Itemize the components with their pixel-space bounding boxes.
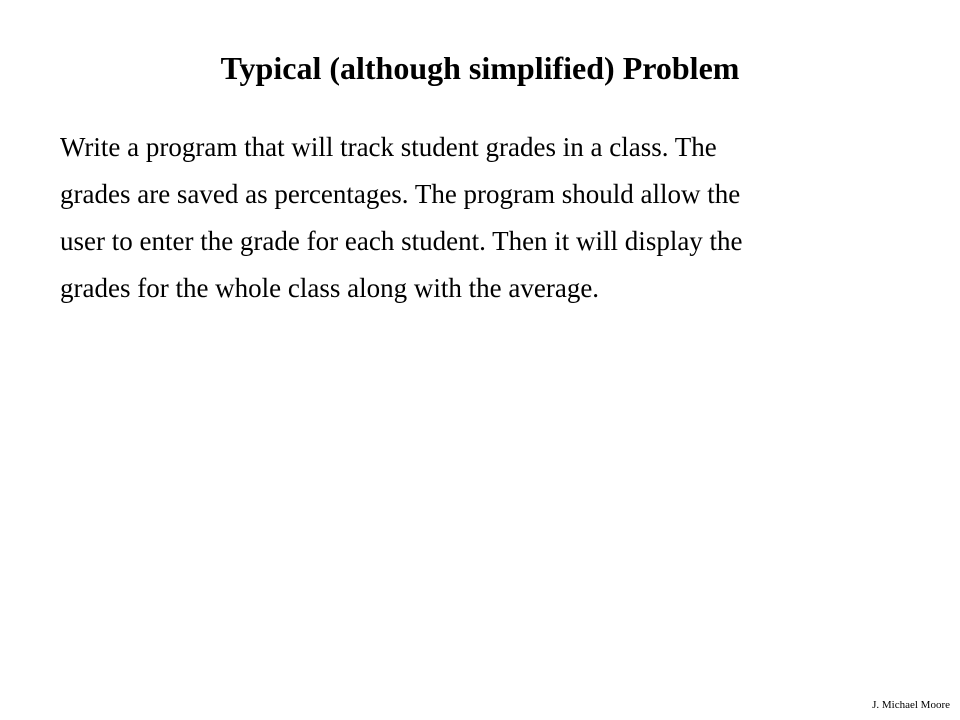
body-line: grades are saved as percentages. The program should allow the: [60, 179, 741, 209]
slide-title: Typical (although simplified) Problem: [220, 50, 740, 86]
body-line: grades for the whole class along with the average.: [60, 273, 600, 303]
body-line: Write a program that will track student grades in a class. The: [60, 132, 717, 162]
slide-body: [60, 124, 920, 312]
author-credit: J. Michael Moore: [872, 699, 950, 711]
body-line: user to enter the grade for each student. Then it will display the: [60, 226, 743, 256]
